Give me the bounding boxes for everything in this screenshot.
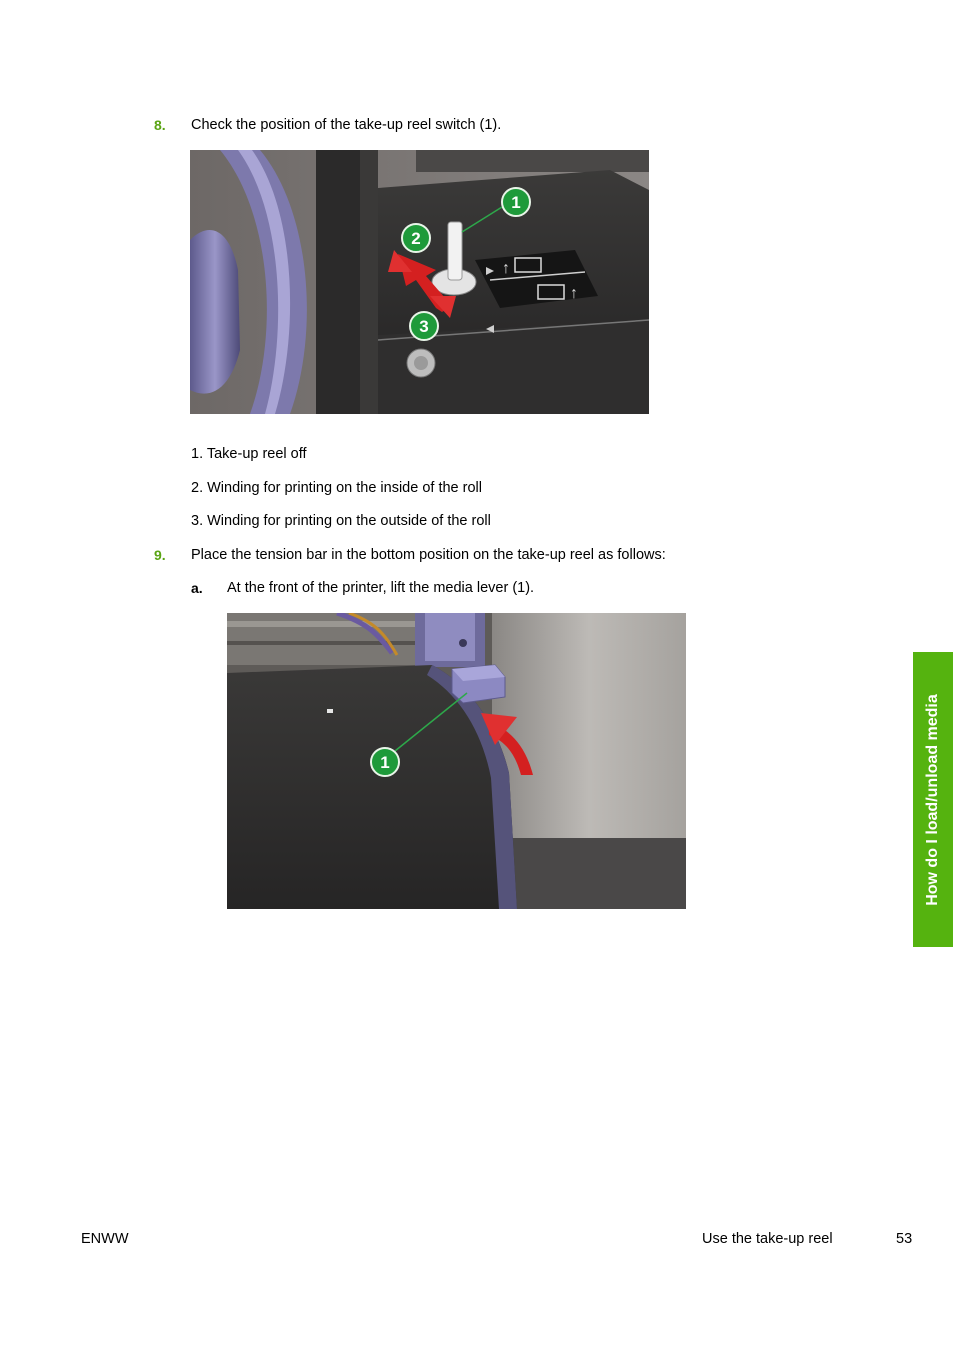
legend-item-1: 1. Take-up reel off bbox=[191, 446, 307, 462]
chapter-side-tab-label: How do I load/unload media bbox=[924, 693, 941, 906]
step-9-number: 9. bbox=[154, 547, 166, 563]
svg-text:↑: ↑ bbox=[502, 260, 510, 277]
page-number: 53 bbox=[896, 1231, 913, 1247]
callout-2 bbox=[402, 224, 430, 252]
legend-item-3: 3. Winding for printing on the outside of the roll bbox=[191, 513, 491, 529]
callout-3 bbox=[410, 312, 438, 340]
substep-a-text: At the front of the printer, lift the media lever (1). bbox=[227, 580, 535, 596]
svg-text:3: 3 bbox=[419, 317, 429, 336]
substep-a-letter: a. bbox=[191, 580, 203, 596]
svg-text:↑: ↑ bbox=[570, 285, 578, 302]
footer-left: ENWW bbox=[81, 1231, 129, 1247]
step-9-text: Place the tension bar in the bottom position on the take-up reel as follows: bbox=[191, 547, 666, 563]
media-lever-figure bbox=[227, 613, 686, 909]
step-8-number: 8. bbox=[154, 117, 166, 133]
svg-text:1: 1 bbox=[380, 753, 390, 772]
take-up-reel-switch-figure bbox=[190, 150, 649, 414]
callout-1 bbox=[371, 748, 399, 776]
svg-text:2: 2 bbox=[411, 229, 421, 248]
legend-item-2: 2. Winding for printing on the inside of the roll bbox=[191, 480, 482, 496]
callout-1 bbox=[502, 188, 530, 216]
step-8-text: Check the position of the take-up reel switch (1). bbox=[191, 117, 502, 133]
chapter-side-tab bbox=[913, 652, 953, 947]
svg-text:1: 1 bbox=[511, 193, 521, 212]
footer-section: Use the take-up reel bbox=[702, 1231, 833, 1247]
